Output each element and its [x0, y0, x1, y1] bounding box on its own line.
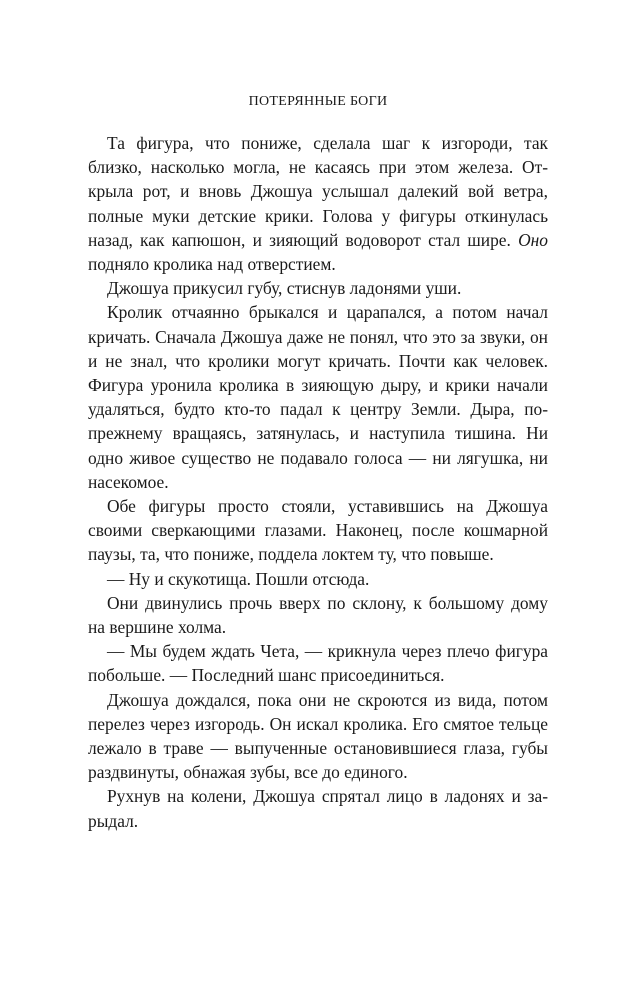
paragraph: Джошуа прикусил губу, стиснув ладонями уши. — [107, 278, 462, 299]
book-page — [88, 0, 548, 1000]
paragraph: Они двинулись прочь вверх по склону, к большому дому на вершине холма. — [88, 592, 548, 638]
dialogue-line: — Ну и скукотища. Пошли отсюда. — [107, 568, 370, 589]
paragraph — [88, 131, 548, 276]
paragraph: Рухнув на колени, Джошуа спрятал лицо в ладонях и зарыдал. — [88, 786, 548, 831]
paragraph: Кролик отчаянно брыкался и царапался, а потом начал кричать. Сначала Джошуа даже не понял, что это за звуки, он и не знал, что кролики могут кричать. Почти как человек. Фигура уронила кролика в зияющую дыру, и крики начали удаляться, будто кто-то падал к центру Земли. Дыра, по-прежнему вращаясь, затянулась, и наступила тишина. Ни одно живое существо не подавало голоса — ни лягушка, ни насекомое. — [88, 302, 548, 492]
paragraph: Джошуа дождался, пока они не скроются из вида, потом перелез через изгородь. Он искал кролика. Его смятое тельце лежало в траве — выпученные остановившиеся глаза, губы раздвинуты, обнажая зубы, все до единого. — [88, 689, 548, 783]
body-text — [88, 131, 548, 833]
paragraph-text: подняло кролика над отверстием. — [88, 254, 336, 275]
running-title: ПОТЕРЯННЫЕ БОГИ — [248, 94, 388, 109]
italic-word: Оно — [518, 229, 548, 250]
dialogue-line: — Мы будем ждать Чета, — крикнула через плечо фигура побольше. — Последний шанс присоединиться. — [88, 641, 548, 686]
paragraph: Обе фигуры просто стояли, уставившись на Джошуа своими сверкающими глазами. Наконец, после кошмарной паузы, та, что пониже, поддела локтем ту, что повыше. — [88, 496, 548, 565]
paragraph-text: Та фигура, что пониже, сделала шаг к изгороди, так близко, насколько могла, не касаясь при этом железа. Открыла рот, и вновь Джошуа услышал далекий вой ветра, полные муки детские крики. Голова у фигуры откинулась назад, как капюшон, и зияющий водоворот стал шире. — [88, 133, 548, 250]
